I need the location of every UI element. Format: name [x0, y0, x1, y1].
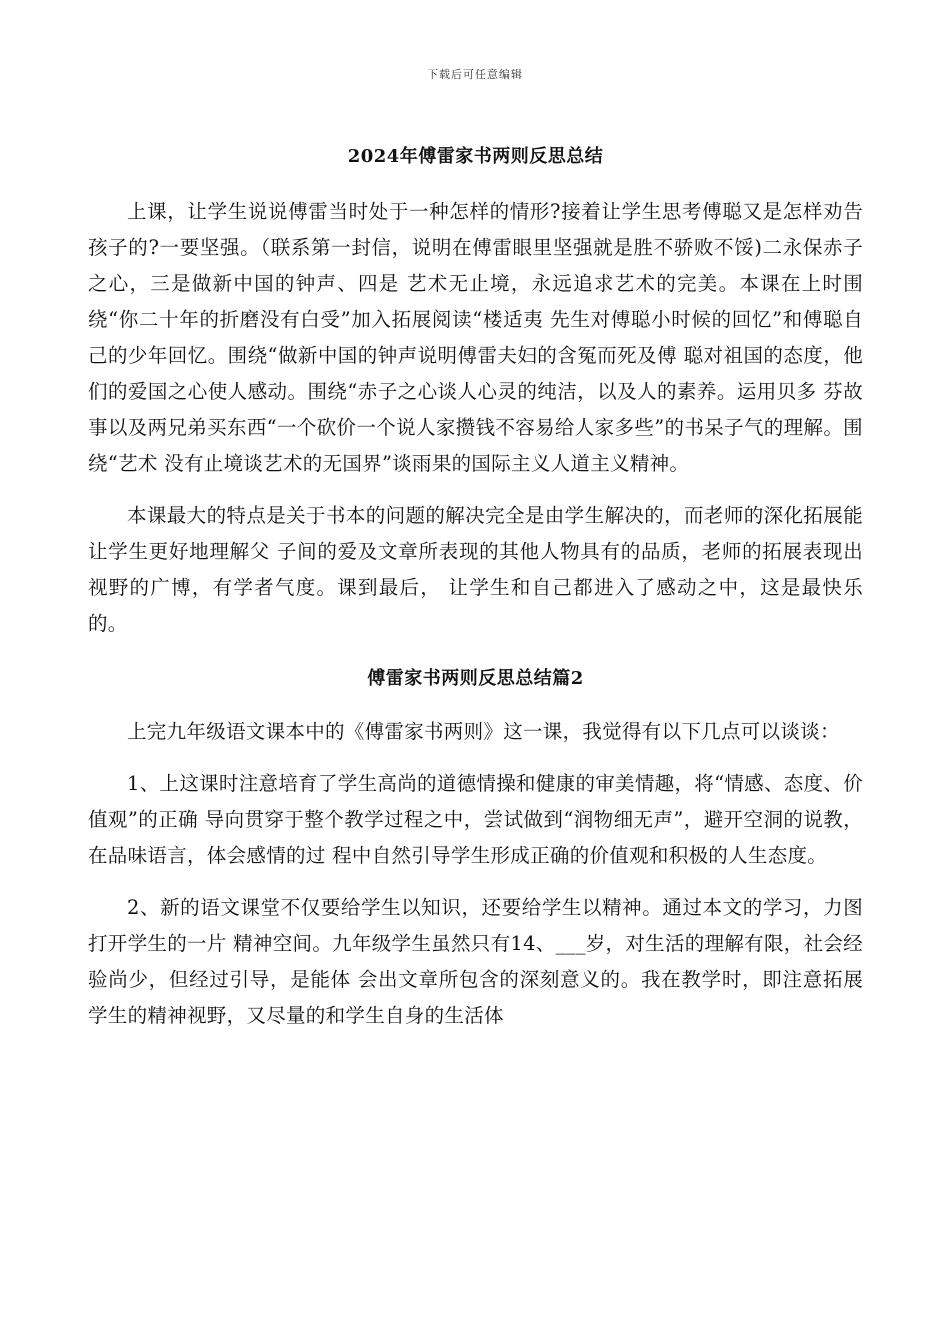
paragraph: 上完九年级语文课本中的《傅雷家书两则》这一课，我觉得有以下几点可以谈谈： — [127, 720, 840, 743]
paragraph: 2、新的语文课堂不仅要给学生以知识，还要给学生以精神。通过本文的学习，力图打开学生的一片 精神空间。九年级学生虽然只有14、___岁，对生活的理解有限，社会经验尚少，但经过引导，是能体 会出文章所包含的深刻意义的。我在教学时，即注意拓展学生的精神视野，又尽量的和学生自身的生活体 — [88, 896, 863, 1027]
document-body — [88, 140, 863, 1050]
paragraph: 1、上这课时注意培育了学生高尚的道德情操和健康的审美情趣，将“情感、态度、价值观”的正确 导向贯穿于整个教学过程之中，尝试做到“润物细无声”，避开空洞的说教，在品味语言，体会感情的过 程中自然引导学生形成正确的价值观和积极的人生态度。 — [88, 772, 863, 867]
header-note: 下载后可任意编辑 — [427, 68, 523, 81]
paragraph: 上课，让学生说说傅雷当时处于一种怎样的情形?接着让学生思考傅聪又是怎样劝告孩子的?一要坚强。（联系第一封信，说明在傅雷眼里坚强就是胜不骄败不馁)二永保赤子之心，三是做新中国的钟声、四是 艺术无止境，永远追求艺术的完美。本课在上时围绕“你二十年的折磨没有白受”加入拓展阅读“楼适夷 先生对傅聪小时候的回忆”和傅聪自己的少年回忆。围绕“做新中国的钟声说明傅雷夫妇的含冤而死及傅 聪对祖国的态度，他们的爱国之心使人感动。围绕“赤子之心谈人心灵的纯洁，以及人的素养。运用贝多 芬故事以及两兄弟买东西“一个砍价一个说人家攒钱不容易给人家多些”的书呆子气的理解。围绕“艺术 没有止境谈艺术的无国界”谈雨果的国际主义人道主义精神。 — [88, 200, 863, 475]
document-title: 2024年傅雷家书两则反思总结 — [347, 146, 604, 167]
section-title: 傅雷家书两则反思总结篇2 — [367, 668, 584, 689]
paragraph: 本课最大的特点是关于书本的问题的解决完全是由学生解决的，而老师的深化拓展能让学生更好地理解父 子间的爱及文章所表现的其他人物具有的品质，老师的拓展表现出视野的广博，有学者气度。课到最后， 让学生和自己都进入了感动之中，这是最快乐的。 — [88, 504, 863, 635]
